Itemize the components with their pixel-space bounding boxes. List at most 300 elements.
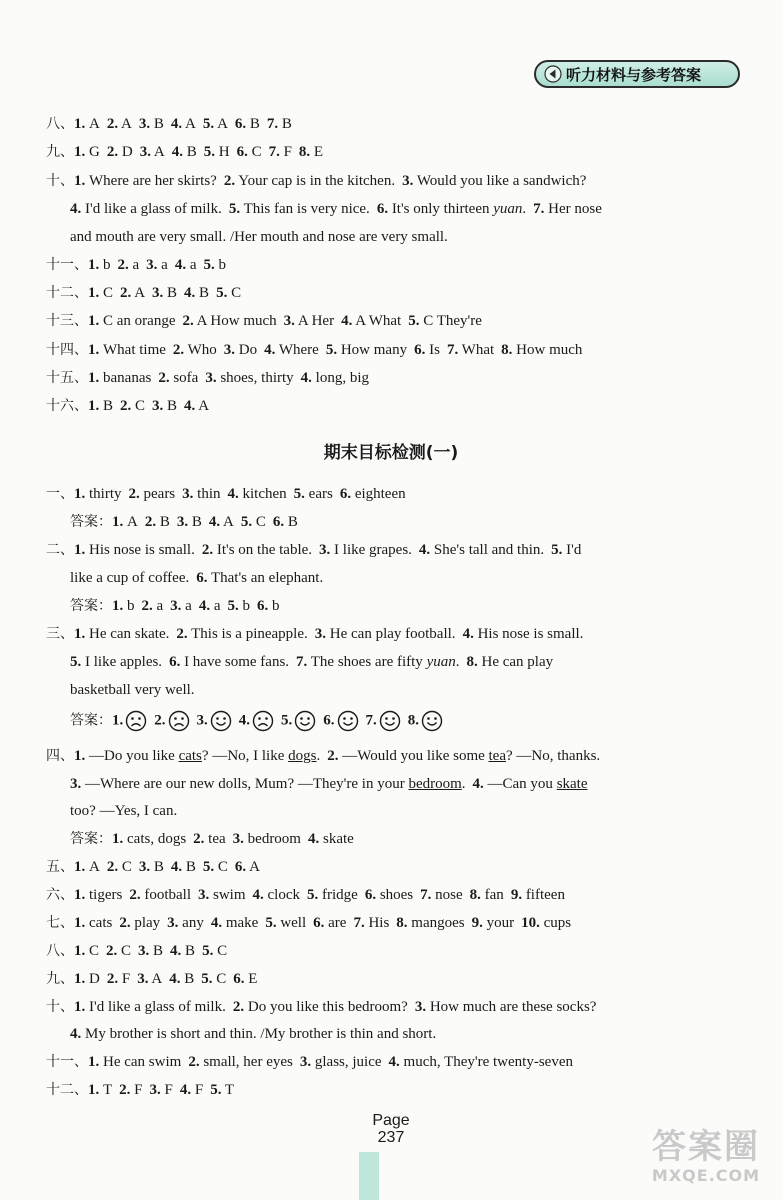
- answer-text: C: [213, 943, 228, 959]
- answer-line: [46, 171, 586, 191]
- answer-line: [70, 199, 602, 219]
- answer-text: A: [220, 514, 234, 530]
- item-number: 5.: [265, 915, 277, 931]
- answer-text: T: [99, 1082, 113, 1098]
- item-number: 2.: [232, 999, 245, 1015]
- item-number: 1.: [112, 712, 124, 729]
- answer-text: 答案：: [70, 831, 112, 847]
- answer-text: are: [324, 915, 347, 931]
- sad-face-icon: [252, 710, 274, 732]
- item-number: 10.: [521, 915, 540, 931]
- item-number: 4.: [388, 1054, 400, 1070]
- item-number: 5.: [240, 514, 253, 530]
- answer-text: My brother is short and thin. /My brother is thin and short.: [81, 1026, 437, 1042]
- answer-text: 三、: [46, 626, 74, 642]
- answer-text: —Do you like: [85, 748, 179, 764]
- answer-line: [46, 624, 583, 644]
- item-number: 4.: [341, 313, 353, 329]
- item-number: 3.: [197, 887, 210, 903]
- item-number: 2.: [327, 748, 339, 764]
- answer-text: 十、: [46, 999, 74, 1015]
- item-number: 2.: [193, 831, 205, 847]
- answer-text: shoes: [376, 887, 414, 903]
- item-number: 3.: [176, 514, 189, 530]
- answer-text: Where are her skirts?: [85, 173, 217, 189]
- answer-text: bananas: [99, 370, 152, 386]
- item-number: 1.: [88, 257, 100, 273]
- answer-line: [46, 340, 582, 360]
- item-number: 4.: [170, 943, 182, 959]
- answer-text: A: [131, 285, 146, 301]
- answer-line: [46, 283, 241, 303]
- item-number: 1.: [74, 887, 86, 903]
- item-number: 8.: [466, 654, 478, 670]
- answer-text: 十、: [46, 173, 74, 189]
- answer-line: [70, 801, 177, 821]
- answer-text: 十三、: [46, 313, 88, 329]
- answer-text: Where: [275, 342, 319, 358]
- answer-text: Is: [425, 342, 440, 358]
- item-number: 6.: [313, 915, 325, 931]
- item-number: 2.: [201, 542, 214, 558]
- item-number: 4.: [252, 887, 264, 903]
- answer-text: His: [364, 915, 390, 931]
- item-number: 1.: [74, 943, 86, 959]
- answer-line: [70, 710, 443, 732]
- item-number: 3.: [167, 915, 179, 931]
- item-number: 1.: [74, 999, 86, 1015]
- item-number: 7.: [296, 654, 308, 670]
- answer-text: He can play: [477, 654, 554, 670]
- answer-text: The shoes are fifty: [307, 654, 427, 670]
- page-number: 237: [377, 1129, 405, 1146]
- item-number: 1.: [112, 514, 124, 530]
- answer-text: A: [85, 116, 100, 132]
- answer-text: I have some fans.: [180, 654, 290, 670]
- answer-line: [70, 596, 280, 616]
- item-number: 6.: [234, 116, 247, 132]
- item-number: 1.: [74, 144, 86, 160]
- answer-text: 四、: [46, 748, 74, 764]
- item-number: 2.: [119, 1082, 131, 1098]
- item-number: 2.: [120, 285, 132, 301]
- answer-text: B: [99, 398, 114, 414]
- item-number: 4.: [171, 144, 183, 160]
- item-number: 5.: [216, 285, 228, 301]
- item-number: 1.: [74, 748, 86, 764]
- item-number: 1.: [88, 1054, 100, 1070]
- happy-face-icon: [337, 710, 359, 732]
- answer-text: E: [310, 144, 324, 160]
- italic-word: yuan: [493, 201, 523, 217]
- answer-text: I'd: [562, 542, 582, 558]
- underlined-answer: dogs: [288, 748, 317, 764]
- item-number: 3.: [70, 776, 82, 792]
- item-number: 3.: [170, 598, 182, 614]
- item-number: 4.: [70, 201, 82, 217]
- item-number: 2.: [188, 1054, 200, 1070]
- answer-text: B: [182, 859, 196, 875]
- answer-text: B: [149, 943, 164, 959]
- answer-text: F: [130, 1082, 143, 1098]
- answer-text: like a cup of coffee.: [70, 570, 190, 586]
- answer-text: cats, dogs: [123, 831, 187, 847]
- answer-text: C: [252, 514, 266, 530]
- item-number: 4.: [418, 542, 431, 558]
- answer-line: [46, 857, 260, 877]
- answer-text: a: [181, 598, 192, 614]
- item-number: 6.: [234, 859, 247, 875]
- answer-text: football: [140, 887, 191, 903]
- answer-line: [46, 1052, 573, 1072]
- item-number: 2.: [182, 313, 194, 329]
- item-number: 5.: [70, 654, 82, 670]
- answer-text: B: [284, 514, 298, 530]
- answer-text: A: [148, 971, 163, 987]
- answer-text: A: [246, 859, 260, 875]
- answer-line: [70, 829, 354, 849]
- item-number: 6.: [272, 514, 285, 530]
- item-number: 2.: [172, 342, 185, 358]
- item-number: 1.: [74, 486, 86, 502]
- answer-text: b: [214, 257, 227, 273]
- item-number: 6.: [169, 654, 181, 670]
- item-number: 1.: [74, 542, 86, 558]
- answer-text: C: [99, 285, 114, 301]
- answer-text: How many: [337, 342, 408, 358]
- item-number: 2.: [158, 370, 170, 386]
- answer-text: b: [268, 598, 280, 614]
- answer-text: He can play football.: [326, 626, 456, 642]
- answer-text: B: [188, 514, 202, 530]
- answer-text: It's only thirteen: [388, 201, 494, 217]
- item-number: 4.: [462, 626, 474, 642]
- answer-text: ? —No, I like: [201, 748, 289, 764]
- item-number: 7.: [266, 116, 279, 132]
- answer-line: [46, 311, 482, 331]
- answer-text: .: [455, 654, 460, 670]
- answer-text: fan: [480, 887, 504, 903]
- underlined-answer: tea: [488, 748, 506, 764]
- item-number: 4.: [238, 712, 250, 729]
- answer-text: —Can you: [483, 776, 557, 792]
- item-number: 7.: [533, 201, 545, 217]
- item-number: 2.: [106, 144, 119, 160]
- answer-text: C: [212, 971, 227, 987]
- answer-text: 二、: [46, 542, 74, 558]
- answer-text: D: [85, 971, 100, 987]
- answer-text: B: [163, 285, 178, 301]
- answer-text: a: [152, 598, 164, 614]
- item-number: 4.: [170, 116, 183, 132]
- answer-text: B: [163, 398, 178, 414]
- answer-text: tea: [204, 831, 226, 847]
- answer-text: long, big: [311, 370, 369, 386]
- answer-line: [46, 941, 227, 961]
- answer-text: G: [85, 144, 100, 160]
- answer-text: F: [118, 971, 131, 987]
- answer-text: shoes, thirty: [216, 370, 294, 386]
- item-number: 4.: [264, 342, 276, 358]
- item-number: 5.: [228, 201, 241, 217]
- answer-line: [46, 484, 406, 504]
- answer-text: 十一、: [46, 257, 88, 273]
- item-number: 3.: [152, 398, 164, 414]
- item-number: 7.: [365, 712, 377, 729]
- answer-text: small, her eyes: [199, 1054, 293, 1070]
- item-number: 4.: [179, 1082, 192, 1098]
- header-title: 听力材料与参考答案: [566, 65, 702, 84]
- answer-text: Would you like a sandwich?: [413, 173, 587, 189]
- answer-line: [46, 142, 323, 162]
- answer-text: .: [461, 776, 466, 792]
- answer-text: ears: [304, 486, 333, 502]
- answer-line: [46, 396, 209, 416]
- answer-text: B: [180, 971, 195, 987]
- answer-line: [46, 997, 596, 1017]
- answer-line: [70, 568, 323, 588]
- item-number: 7.: [446, 342, 459, 358]
- item-number: 8.: [501, 342, 513, 358]
- answer-text: 答案：: [70, 514, 112, 530]
- answer-text: 十六、: [46, 398, 88, 414]
- item-number: 5.: [281, 712, 293, 729]
- item-number: 2.: [106, 943, 118, 959]
- answer-text: A: [195, 398, 210, 414]
- answer-text: 八、: [46, 943, 74, 959]
- item-number: 2.: [106, 859, 119, 875]
- item-number: 4.: [184, 285, 196, 301]
- answer-line: [46, 114, 292, 134]
- answer-text: your: [482, 915, 515, 931]
- answer-line: [46, 885, 565, 905]
- answer-text: 一、: [46, 486, 74, 502]
- answer-text: b: [123, 598, 135, 614]
- answer-text: basketball very well.: [70, 682, 195, 698]
- answer-line: [46, 969, 257, 989]
- answer-text: skate: [319, 831, 354, 847]
- answer-text: B: [156, 514, 170, 530]
- answer-text: He can skate.: [85, 626, 170, 642]
- item-number: 7.: [420, 887, 432, 903]
- item-number: 1.: [74, 971, 86, 987]
- answer-text: I'd like a glass of milk.: [81, 201, 222, 217]
- item-number: 1.: [88, 285, 100, 301]
- item-number: 8.: [469, 887, 481, 903]
- item-number: 5.: [551, 542, 563, 558]
- answer-text: .: [522, 201, 527, 217]
- answer-text: She's tall and thin.: [430, 542, 545, 558]
- item-number: 3.: [232, 831, 244, 847]
- answer-text: B: [182, 144, 197, 160]
- answer-text: 九、: [46, 971, 74, 987]
- answer-text: 十五、: [46, 370, 88, 386]
- sad-face-icon: [168, 710, 190, 732]
- item-number: 3.: [414, 999, 427, 1015]
- answer-text: cats: [85, 915, 113, 931]
- answer-text: F: [160, 1082, 173, 1098]
- answer-text: and mouth are very small. /Her mouth and nose are very small.: [70, 229, 448, 245]
- item-number: 3.: [137, 971, 149, 987]
- item-number: 2.: [128, 486, 140, 502]
- item-number: 2.: [176, 626, 188, 642]
- answer-text: This fan is very nice.: [240, 201, 370, 217]
- answer-text: What time: [99, 342, 166, 358]
- item-number: 8.: [407, 712, 419, 729]
- happy-face-icon: [210, 710, 232, 732]
- answer-text: C: [227, 285, 242, 301]
- answer-text: B: [181, 943, 196, 959]
- speaker-icon: [544, 65, 562, 83]
- answer-text: swim: [209, 887, 246, 903]
- item-number: 6.: [323, 712, 335, 729]
- answer-text: F: [279, 144, 292, 160]
- item-number: 6.: [233, 971, 245, 987]
- answer-text: A What: [352, 313, 402, 329]
- item-number: 5.: [202, 116, 215, 132]
- item-number: 2.: [129, 887, 141, 903]
- item-number: 1.: [74, 173, 86, 189]
- item-number: 1.: [88, 1082, 100, 1098]
- answer-text: C: [247, 144, 262, 160]
- answer-text: A: [150, 144, 165, 160]
- answer-text: Do you like this bedroom?: [244, 999, 408, 1015]
- answer-text: 答案：: [70, 598, 112, 614]
- answer-text: pears: [139, 486, 176, 502]
- answer-text: glass, juice: [311, 1054, 382, 1070]
- answer-text: C: [118, 859, 132, 875]
- answer-text: tigers: [85, 887, 123, 903]
- answer-text: 十二、: [46, 285, 88, 301]
- answer-text: b: [99, 257, 111, 273]
- item-number: 5.: [203, 257, 215, 273]
- page-label: Page: [372, 1112, 410, 1129]
- header-badge: [534, 60, 740, 88]
- answer-text: kitchen: [238, 486, 287, 502]
- item-number: 9.: [471, 915, 483, 931]
- underlined-answer: cats: [178, 748, 202, 764]
- answer-text: 五、: [46, 859, 74, 875]
- answer-text: He can swim: [99, 1054, 182, 1070]
- answer-text: Your cap is in the kitchen.: [235, 173, 396, 189]
- answer-text: make: [222, 915, 259, 931]
- answer-line: [70, 512, 298, 532]
- item-number: 4.: [208, 514, 221, 530]
- item-number: 4.: [174, 257, 187, 273]
- answer-text: That's an elephant.: [207, 570, 324, 586]
- answer-text: clock: [263, 887, 300, 903]
- answer-text: .: [316, 748, 321, 764]
- item-number: 3.: [314, 626, 327, 642]
- item-number: 3.: [402, 173, 414, 189]
- underlined-answer: skate: [556, 776, 588, 792]
- answer-text: play: [130, 915, 161, 931]
- item-number: 3.: [139, 144, 151, 160]
- item-number: 5.: [325, 342, 338, 358]
- answer-line: [46, 1080, 234, 1100]
- item-number: 5.: [203, 144, 215, 160]
- item-number: 6.: [339, 486, 352, 502]
- happy-face-icon: [294, 710, 316, 732]
- answer-text: 答案：: [70, 712, 112, 729]
- italic-word: yuan: [426, 654, 456, 670]
- item-number: 7.: [268, 144, 280, 160]
- item-number: 5.: [201, 971, 213, 987]
- item-number: 3.: [205, 370, 217, 386]
- item-number: 6.: [257, 598, 269, 614]
- item-number: 3.: [152, 285, 164, 301]
- answer-text: I like apples.: [81, 654, 163, 670]
- answer-text: T: [221, 1082, 235, 1098]
- item-number: 3.: [223, 342, 236, 358]
- answer-text: a: [210, 598, 221, 614]
- answer-text: any: [178, 915, 204, 931]
- item-number: 5.: [293, 486, 305, 502]
- item-number: 3.: [138, 859, 151, 875]
- answer-text: 十一、: [46, 1054, 88, 1070]
- item-number: 1.: [112, 598, 124, 614]
- item-number: 2.: [154, 712, 166, 729]
- item-number: 1.: [112, 831, 124, 847]
- answer-text: —Where are our new dolls, Mum? —They're in your: [81, 776, 409, 792]
- item-number: 7.: [353, 915, 365, 931]
- answer-text: How much are these socks?: [426, 999, 597, 1015]
- item-number: 5.: [202, 943, 214, 959]
- item-number: 2.: [119, 915, 131, 931]
- item-number: 1.: [74, 626, 86, 642]
- item-number: 5.: [227, 598, 239, 614]
- answer-text: b: [238, 598, 251, 614]
- answer-text: a: [157, 257, 168, 273]
- item-number: 2.: [223, 173, 236, 189]
- item-number: 3.: [138, 116, 151, 132]
- item-number: 2.: [144, 514, 157, 530]
- answer-text: much, They're twenty-seven: [399, 1054, 573, 1070]
- item-number: 1.: [74, 859, 86, 875]
- answer-text: It's on the table.: [213, 542, 313, 558]
- item-number: 4.: [170, 859, 183, 875]
- answer-text: I like grapes.: [330, 542, 412, 558]
- item-number: 6.: [236, 144, 248, 160]
- item-number: 5.: [202, 859, 215, 875]
- item-number: 3.: [182, 486, 194, 502]
- item-number: 4.: [300, 370, 312, 386]
- answer-text: —Would you like some: [338, 748, 489, 764]
- happy-face-icon: [421, 710, 443, 732]
- item-number: 1.: [88, 398, 100, 414]
- item-number: 2.: [120, 398, 132, 414]
- item-number: 3.: [299, 1054, 312, 1070]
- answer-text: F: [191, 1082, 204, 1098]
- item-number: 4.: [70, 1026, 82, 1042]
- answer-text: B: [278, 116, 292, 132]
- answer-line: [70, 680, 195, 700]
- answer-text: C: [117, 943, 132, 959]
- answer-line: [46, 746, 600, 766]
- answer-text: A: [118, 116, 132, 132]
- answer-text: I'd like a glass of milk.: [85, 999, 226, 1015]
- item-number: 6.: [376, 201, 389, 217]
- answer-text: A: [214, 116, 228, 132]
- item-number: 8.: [396, 915, 408, 931]
- answer-text: B: [150, 859, 164, 875]
- item-number: 2.: [106, 971, 119, 987]
- answer-text: fifteen: [522, 887, 565, 903]
- answer-text: thin: [193, 486, 221, 502]
- answer-text: cups: [539, 915, 572, 931]
- answer-text: fridge: [318, 887, 358, 903]
- answer-text: 七、: [46, 915, 74, 931]
